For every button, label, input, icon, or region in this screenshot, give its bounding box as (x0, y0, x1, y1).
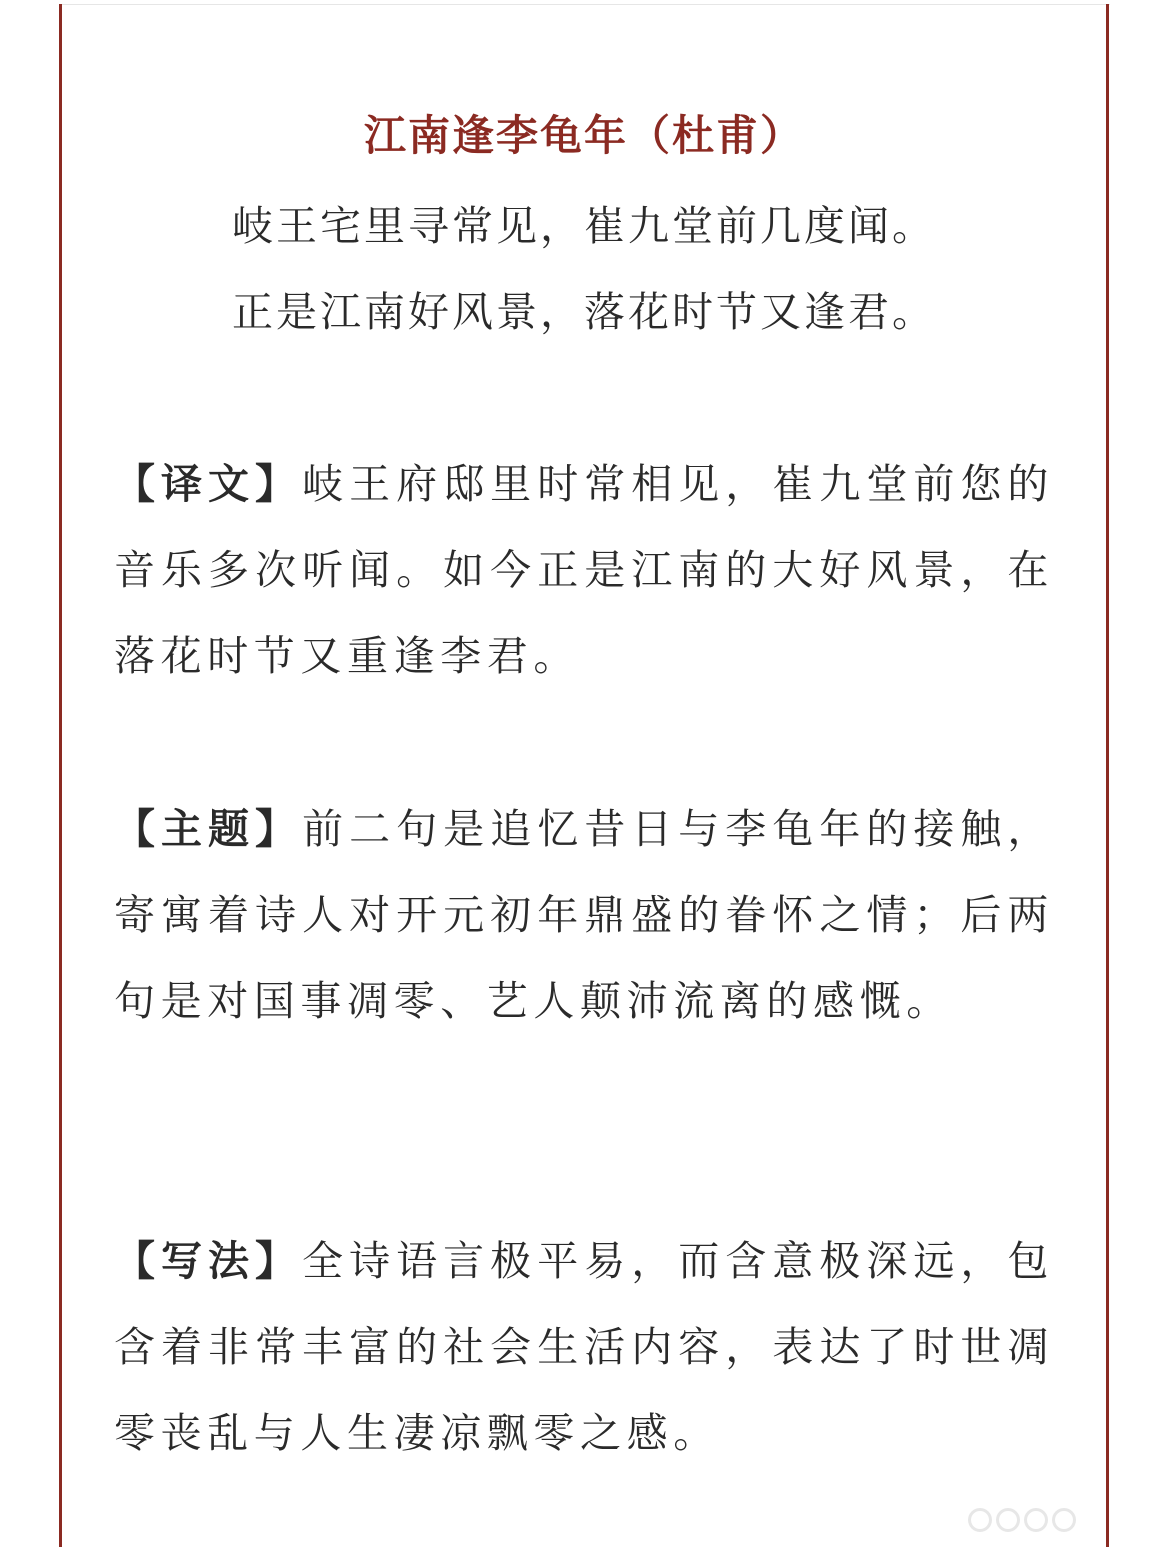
watermark-logo-icon (968, 1508, 992, 1532)
theme-label: 【主题】 (114, 805, 303, 853)
technique-label: 【写法】 (114, 1237, 303, 1285)
translation-section (114, 441, 1054, 699)
theme-text: 前二句是追忆昔日与李龟年的接触，寄寓着诗人对开元初年鼎盛的眷怀之情；后两句是对国事凋零、艺人颠沛流离的感慨。 (114, 805, 1054, 1025)
technique-section (114, 1218, 1054, 1476)
watermark-logo-icon (996, 1508, 1020, 1532)
poem-line: 岐王宅里寻常见，崔九堂前几度闻。 (232, 202, 936, 250)
translation-label: 【译文】 (114, 460, 303, 508)
right-border-line (1106, 4, 1109, 1547)
theme-section (114, 786, 1054, 1044)
watermark-logo-icon (1024, 1508, 1048, 1532)
document-page (62, 0, 1106, 1547)
poem-title: 江南逢李龟年（杜甫） (363, 111, 804, 160)
translation-text: 岐王府邸里时常相见，崔九堂前您的音乐多次听闻。如今正是江南的大好风景，在落花时节又重逢李君。 (114, 460, 1054, 680)
watermark (968, 1500, 1076, 1540)
watermark-logo-icon (1052, 1508, 1076, 1532)
technique-text: 全诗语言极平易，而含意极深远，包含着非常丰富的社会生活内容，表达了时世凋零丧乱与人生凄凉飘零之感。 (114, 1237, 1054, 1457)
poem-line: 正是江南好风景，落花时节又逢君。 (232, 288, 936, 336)
